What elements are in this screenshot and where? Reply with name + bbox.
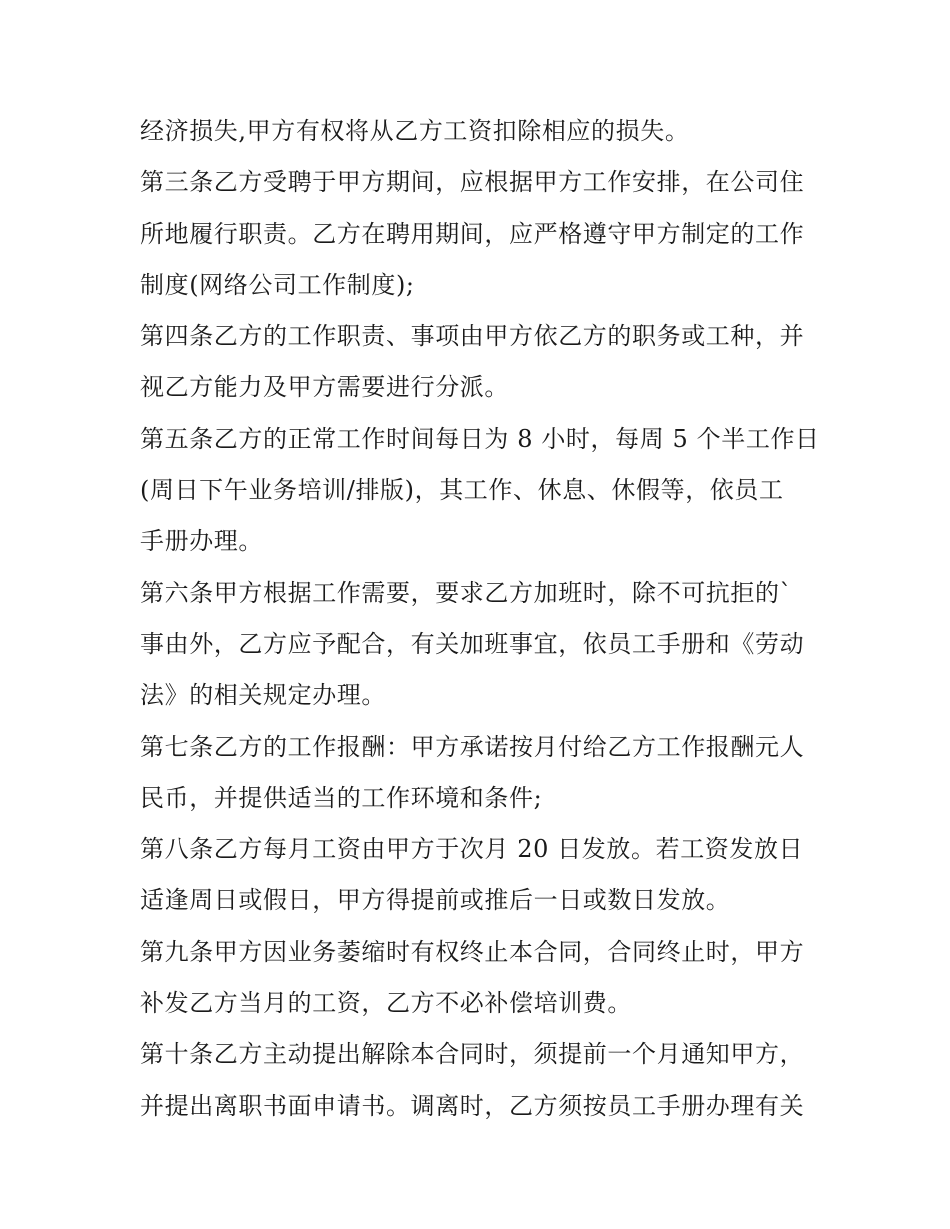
text-line: 视乙方能力及甲方需要进行分派。	[140, 373, 509, 402]
text-line: 第六条甲方根据工作需要，要求乙方加班时，除不可抗拒的`	[140, 578, 793, 607]
text-line: 法》的相关规定办理。	[140, 681, 386, 710]
text-line: 事由外，乙方应予配合，有关加班事宜，依员工手册和《劳动	[140, 629, 805, 658]
text-line: 经济损失,甲方有权将从乙方工资扣除相应的损失。	[140, 117, 690, 145]
text-line: 第四条乙方的工作职责、事项由甲方依乙方的职务或工种，并	[140, 322, 805, 351]
text-line: 适逢周日或假日，甲方得提前或推后一日或数日发放。	[140, 886, 731, 915]
text-line: 手册办理。	[140, 527, 263, 556]
text-line: 第八条乙方每月工资由甲方于次月 20 日发放。若工资发放日	[140, 835, 804, 864]
text-line: 制度(网络公司工作制度);	[140, 270, 415, 299]
document-body	[140, 106, 820, 1132]
text-line: 第九条甲方因业务萎缩时有权终止本合同，合同终止时，甲方	[140, 937, 805, 966]
text-line: 第七条乙方的工作报酬：甲方承诺按月付给乙方工作报酬元人	[140, 732, 805, 761]
text-line: 民币，并提供适当的工作环境和条件;	[140, 783, 543, 812]
text-line: 所地履行职责。乙方在聘用期间，应严格遵守甲方制定的工作	[140, 219, 805, 248]
text-line: 并提出离职书面申请书。调离时，乙方须按员工手册办理有关	[140, 1091, 805, 1120]
text-line: 第三条乙方受聘于甲方期间，应根据甲方工作安排，在公司住	[140, 168, 805, 197]
text-line: 第十条乙方主动提出解除本合同时，须提前一个月通知甲方，	[140, 1040, 805, 1069]
text-line: 第五条乙方的正常工作时间每日为 8 小时，每周 5 个半工作日	[140, 424, 820, 453]
text-line: (周日下午业务培训/排版)，其工作、休息、休假等，依员工	[140, 476, 784, 505]
text-line: 补发乙方当月的工资，乙方不必补偿培训费。	[140, 989, 632, 1018]
